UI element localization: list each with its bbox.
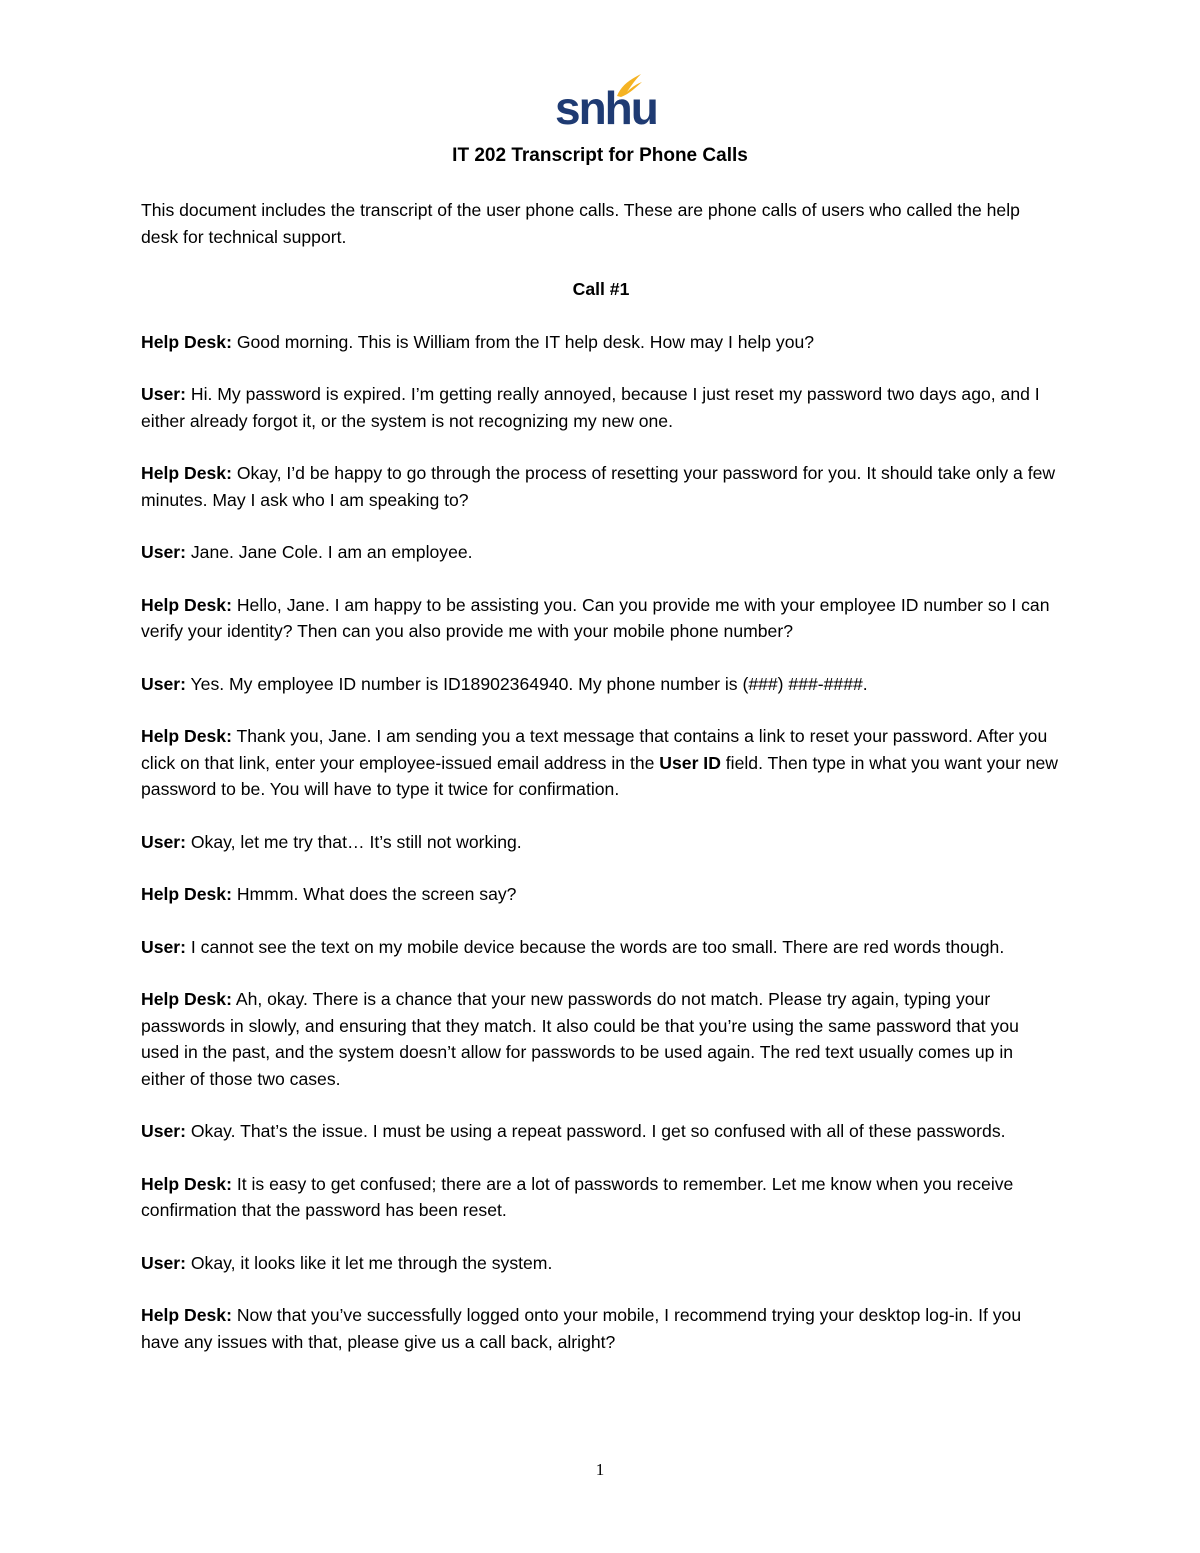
dialogue-text: I cannot see the text on my mobile device because the words are too small. There are red words though. xyxy=(185,936,1005,957)
dialogue-line xyxy=(141,723,1061,803)
dialogue-text: Thank you, Jane. I am sending you a text message that contains a link to reset your password. After you click on that link, enter your employee-issued email address in the xyxy=(141,726,1048,773)
speaker-label: Help Desk: xyxy=(141,1173,232,1194)
speaker-label: Help Desk: xyxy=(141,884,232,904)
dialogue-line xyxy=(141,381,1061,434)
speaker-label: User: xyxy=(141,542,186,562)
user-id-field-label: User ID xyxy=(659,752,721,773)
call-heading: Call #1 xyxy=(572,279,630,299)
speaker-label: User: xyxy=(141,1121,186,1141)
snhu-logo xyxy=(555,72,657,134)
dialogue-line xyxy=(141,1118,1061,1145)
dialogue-text: Hmmm. What does the screen say? xyxy=(231,884,517,904)
dialogue-line xyxy=(141,986,1061,1092)
speaker-label: Help Desk: xyxy=(141,1305,232,1325)
dialogue-line xyxy=(141,329,1061,356)
speaker-label: Help Desk: xyxy=(141,594,232,615)
document-title: IT 202 Transcript for Phone Calls xyxy=(452,145,748,166)
intro-paragraph: This document includes the transcript of the user phone calls. These are phone calls of users who called the help desk for technical support. xyxy=(141,200,1020,247)
document-body xyxy=(141,197,1061,1381)
dialogue-line xyxy=(141,1302,1061,1355)
speaker-label: Help Desk: xyxy=(141,463,232,483)
dialogue-text: It is easy to get confused; there are a lot of passwords to remember. Let me know when you receive confirmation that the password has been reset. xyxy=(141,1173,1014,1220)
speaker-label: User: xyxy=(141,1252,186,1273)
dialogue-line xyxy=(141,934,1061,961)
dialogue-text: Now that you’ve successfully logged onto your mobile, I recommend trying your desktop log-in. If you have any issues with that, please give us a call back, alright? xyxy=(141,1305,1022,1352)
dialogue-text: Okay, I’d be happy to go through the process of resetting your password for you. It should take only a few minutes. May I ask who I am speaking to? xyxy=(141,463,1056,510)
dialogue-text: Okay. That’s the issue. I must be using a repeat password. I get so confused with all of these passwords. xyxy=(185,1121,1006,1141)
speaker-label: Help Desk: xyxy=(141,989,232,1009)
dialogue-text: field. Then type in what you want your new password to be. You will have to type it twice for confirmation. xyxy=(141,752,1058,799)
speaker-label: Help Desk: xyxy=(141,726,232,746)
dialogue-text: Okay, let me try that… It’s still not working. xyxy=(185,831,522,852)
dialogue-line xyxy=(141,539,1061,566)
dialogue-text: Good morning. This is William from the IT help desk. How may I help you? xyxy=(231,331,815,352)
speaker-label: Help Desk: xyxy=(141,331,232,352)
dialogue-line xyxy=(141,829,1061,856)
speaker-label: User: xyxy=(141,936,186,957)
page-number: 1 xyxy=(595,1460,605,1479)
dialogue-line xyxy=(141,881,1061,908)
dialogue-text: Ah, okay. There is a chance that your new passwords do not match. Please try again, typing your passwords in slowly, and ensuring that they match. It also could be that you’re using the same password that you used in the past, and the system doesn’t allow for passwords to be used again. The red text usually comes up in either of those two cases. xyxy=(141,989,1019,1089)
speaker-label: User: xyxy=(141,673,186,694)
dialogue-text: Jane. Jane Cole. I am an employee. xyxy=(185,542,473,562)
dialogue-text: Hi. My password is expired. I’m getting really annoyed, because I just reset my password two days ago, and I either already forgot it, or the system is not recognizing my new one. xyxy=(141,384,1040,431)
logo-wordmark: snhu xyxy=(555,82,657,134)
dialogue-text: Hello, Jane. I am happy to be assisting you. Can you provide me with your employee ID number so I can verify your identity? Then can you also provide me with your mobile phone number? xyxy=(141,594,1050,641)
speaker-label: User: xyxy=(141,384,186,404)
dialogue-line xyxy=(141,1171,1061,1224)
dialogue-line xyxy=(141,671,1061,698)
dialogue-line xyxy=(141,1250,1061,1277)
speaker-label: User: xyxy=(141,831,186,852)
dialogue-text: Okay, it looks like it let me through the system. xyxy=(185,1252,553,1273)
dialogue-line xyxy=(141,592,1061,645)
dialogue-line xyxy=(141,460,1061,513)
dialogue-text: Yes. My employee ID number is ID18902364940. My phone number is (###) ###-####. xyxy=(185,673,868,694)
